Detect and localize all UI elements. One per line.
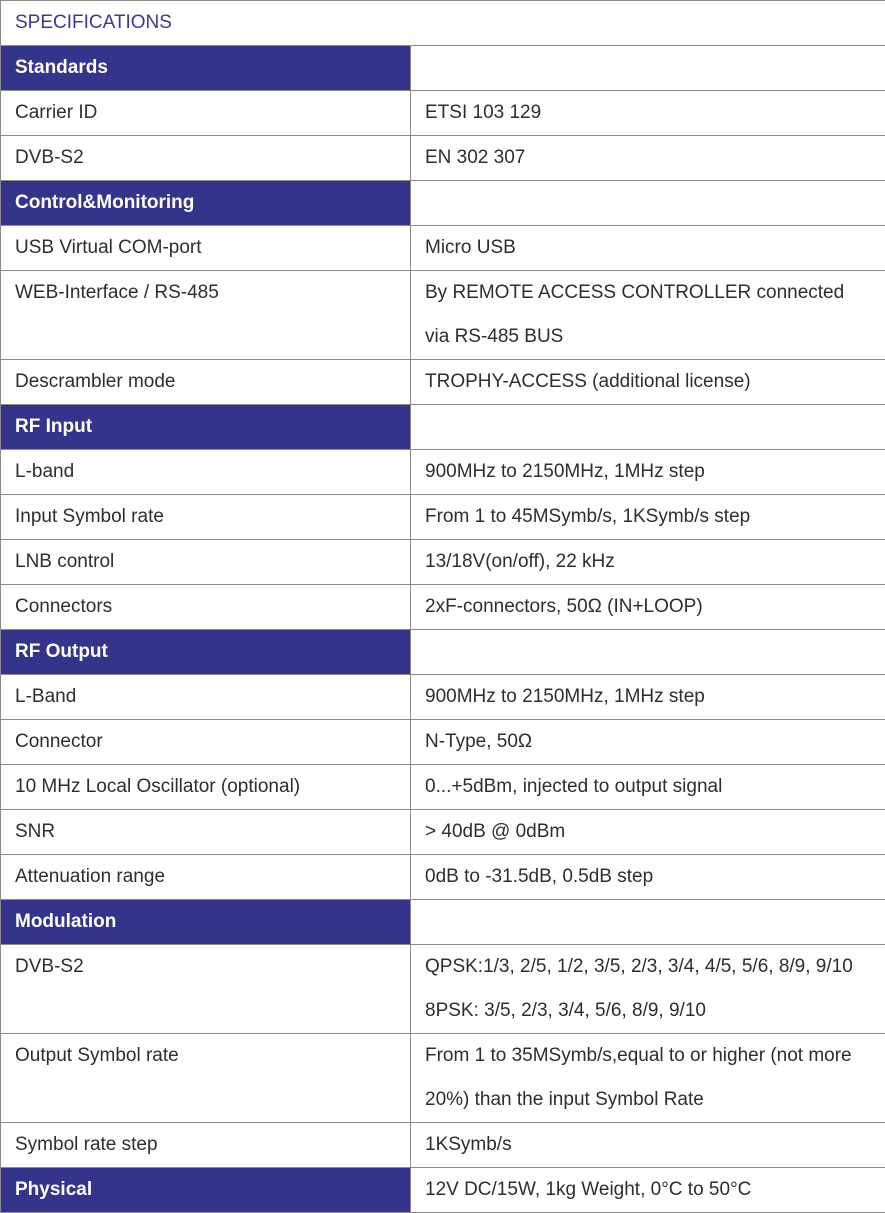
spec-value [411,1034,885,1123]
spec-label: USB Virtual COM-port [1,226,411,271]
section-heading-value [411,46,885,91]
spec-label: Input Symbol rate [1,495,411,540]
section-heading: Physical [1,1168,411,1213]
spec-label [1,1034,411,1123]
section-heading: Modulation [1,900,411,945]
section-header-control-monitoring [1,181,885,226]
section-header-standards [1,46,885,91]
spec-label: Connectors [1,585,411,630]
table-row [1,765,885,810]
spec-value: 900MHz to 2150MHz, 1MHz step [411,450,885,495]
spec-label-text: DVB-S2 [15,945,410,989]
spec-value: 2xF-connectors, 50Ω (IN+LOOP) [411,585,885,630]
spec-label: Symbol rate step [1,1123,411,1168]
spec-value: ETSI 103 129 [411,91,885,136]
table-title: SPECIFICATIONS [1,1,885,46]
table-row [1,226,885,271]
spec-value: From 1 to 45MSymb/s, 1KSymb/s step [411,495,885,540]
spec-value: 0dB to -31.5dB, 0.5dB step [411,855,885,900]
spec-label [1,271,411,360]
spec-label: L-band [1,450,411,495]
table-row [1,91,885,136]
spec-value: TROPHY-ACCESS (additional license) [411,360,885,405]
spec-value-line: 8PSK: 3/5, 2/3, 3/4, 5/6, 8/9, 9/10 [425,989,885,1033]
spec-value: 13/18V(on/off), 22 kHz [411,540,885,585]
spec-label: L-Band [1,675,411,720]
spec-value-line: From 1 to 35MSymb/s,equal to or higher (not more [425,1034,885,1078]
table-row [1,855,885,900]
table-row [1,810,885,855]
table-row [1,136,885,181]
specifications-body [1,1,885,1213]
table-row [1,360,885,405]
title-row [1,1,885,46]
spec-label: Descrambler mode [1,360,411,405]
spec-value: 1KSymb/s [411,1123,885,1168]
spec-label [1,945,411,1034]
table-row [1,945,885,1034]
spec-label: 10 MHz Local Oscillator (optional) [1,765,411,810]
table-row [1,1123,885,1168]
spec-value-line: QPSK:1/3, 2/5, 1/2, 3/5, 2/3, 3/4, 4/5, 5/6, 8/9, 9/10 [425,945,885,989]
spec-label: DVB-S2 [1,136,411,181]
spec-value: 0...+5dBm, injected to output signal [411,765,885,810]
table-row [1,540,885,585]
section-header-modulation [1,900,885,945]
section-heading-value [411,630,885,675]
table-row [1,450,885,495]
table-row [1,585,885,630]
section-header-rf-output [1,630,885,675]
spec-label: SNR [1,810,411,855]
spec-value [411,945,885,1034]
spec-value: EN 302 307 [411,136,885,181]
spec-value: > 40dB @ 0dBm [411,810,885,855]
spec-label: Carrier ID [1,91,411,136]
table-row [1,495,885,540]
spec-value: Micro USB [411,226,885,271]
table-row [1,1034,885,1123]
section-heading-value [411,405,885,450]
spec-value-line: 20%) than the input Symbol Rate [425,1078,885,1122]
spec-value: N-Type, 50Ω [411,720,885,765]
spec-label-text: Output Symbol rate [15,1034,410,1078]
spec-label: LNB control [1,540,411,585]
section-header-rf-input [1,405,885,450]
table-row [1,271,885,360]
section-heading: RF Input [1,405,411,450]
table-row [1,720,885,765]
spec-value-line: via RS-485 BUS [425,315,885,359]
section-heading: Standards [1,46,411,91]
spec-label: Attenuation range [1,855,411,900]
spec-value [411,271,885,360]
spec-value: 900MHz to 2150MHz, 1MHz step [411,675,885,720]
section-heading-value: 12V DC/15W, 1kg Weight, 0°C to 50°C [411,1168,885,1213]
spec-label: Connector [1,720,411,765]
section-header-physical [1,1168,885,1213]
section-heading: Control&Monitoring [1,181,411,226]
spec-value-line: By REMOTE ACCESS CONTROLLER connected [425,271,885,315]
section-heading-value [411,900,885,945]
table-row [1,675,885,720]
section-heading-value [411,181,885,226]
section-heading: RF Output [1,630,411,675]
spec-label-text: WEB-Interface / RS-485 [15,271,410,315]
